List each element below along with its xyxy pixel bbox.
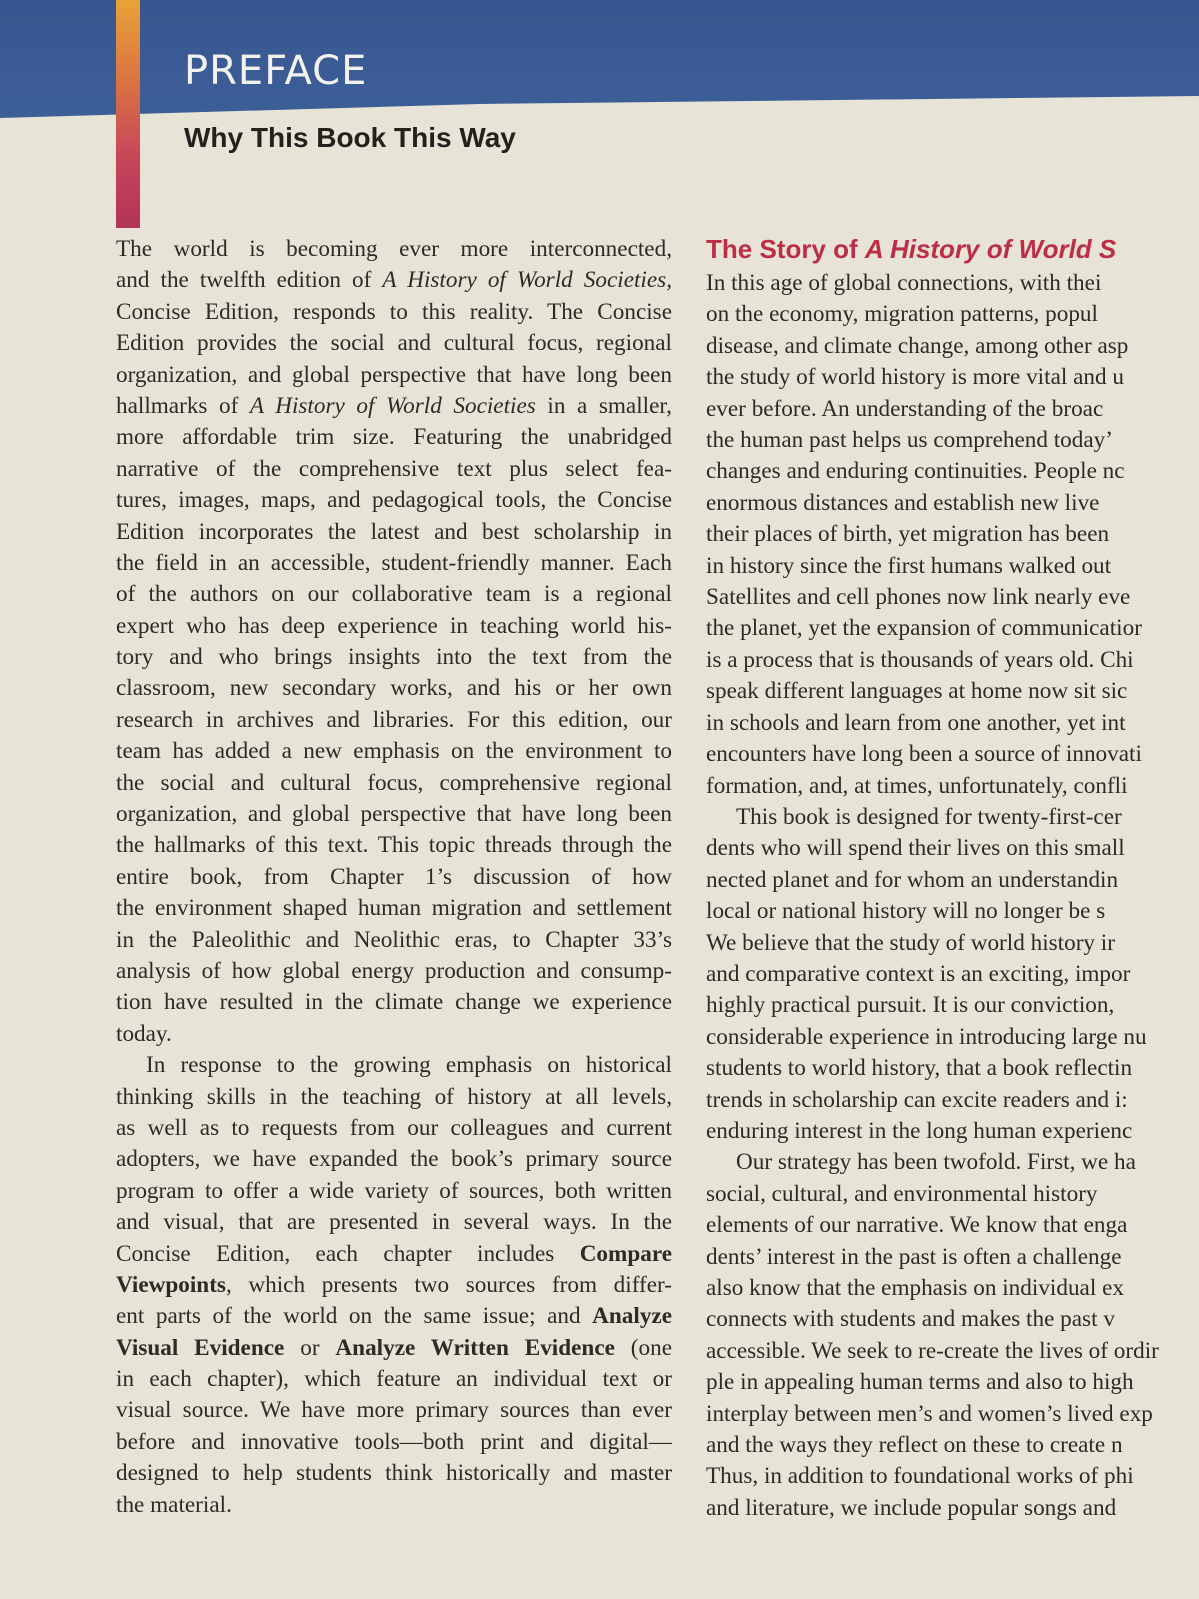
text-line: highly practical pursuit. It is our conviction, [706,992,1115,1019]
text-line [116,391,672,422]
text-line: accessible. We seek to re-create the lives of ordir [706,1337,1159,1364]
text-line: organization, and global perspective that have long been [116,361,672,388]
text-line: program to offer a wide variety of sources, both written [116,1177,672,1204]
feature-name: Compare [579,1240,672,1267]
text-line: in each chapter), which feature an individual text or [116,1366,672,1393]
text-line [116,1270,672,1301]
text-line: their places of birth, yet migration has been [706,521,1110,548]
text-line: in the Paleolithic and Neolithic eras, to Chapter 33’s [116,926,672,953]
heading-run: The Story of [706,234,865,264]
text-line: ple in appealing human terms and also to high [706,1369,1134,1396]
feature-name: Analyze Written Evidence [335,1334,615,1361]
page-curl [0,96,1199,136]
feature-name: Viewpoints [116,1271,226,1298]
text-line: adopters, we have expanded the book’s primary source [116,1146,672,1173]
text-line: is a process that is thousands of years old. Chi [706,646,1134,673]
text-line: Edition incorporates the latest and best scholarship in [116,518,672,545]
text-line: dents who will spend their lives on this small [706,835,1125,862]
text-line: tory and who brings insights into the text from the [116,644,672,671]
text-line: as well as to requests from our colleagues and current [116,1114,672,1141]
text-line [116,1333,672,1364]
text-line: enormous distances and establish new live [706,489,1100,516]
text-line: In response to the growing emphasis on historical [146,1052,672,1079]
text-line: changes and enduring continuities. People nc [706,458,1125,485]
text-line: encounters have long been a source of innovati [706,741,1142,768]
text-line: the study of world history is more vital and u [706,364,1124,391]
text-line: nected planet and for whom an understandin [706,866,1119,893]
text-line: the human past helps us comprehend today’ [706,427,1113,454]
text-run: Concise Edition, each chapter includes [116,1240,580,1267]
text-line: Satellites and cell phones now link nearly eve [706,584,1131,611]
text-line: on the economy, migration patterns, popul [706,301,1098,328]
paragraph-2 [116,1050,672,1521]
text-line: the environment shaped human migration and settlement [116,895,672,922]
text-line: research in archives and libraries. For this edition, our [116,706,672,733]
text-line: organization, and global perspective that have long been [116,801,672,828]
text-line [116,1301,672,1332]
text-line: also know that the emphasis on individual ex [706,1275,1124,1301]
text-line [116,265,672,296]
text-run: or [284,1334,336,1361]
text-line: and comparative context is an exciting, impor [706,960,1131,987]
text-line: The world is becoming ever more interconnected, [116,236,672,262]
right-column [706,234,1199,1524]
text-line: before and innovative tools—both print and digital— [116,1428,672,1455]
text-line: This book is designed for twenty-first-cer [736,803,1122,830]
text-line: local or national history will no longer be s [706,898,1106,925]
text-line: and literature, we include popular songs and [706,1494,1117,1521]
text-line: disease, and climate change, among other asp [706,332,1129,359]
text-line: speak different languages at home now sit sic [706,678,1128,705]
text-line: ever before. An understanding of the broac [706,395,1104,422]
text-line: and visual, that are presented in several ways. In the [116,1209,672,1236]
text-line: the material. [116,1491,232,1518]
text-line: interplay between men’s and women’s lived exp [706,1400,1153,1427]
text-line: the planet, yet the expansion of communicatior [706,615,1142,642]
accent-bar [116,0,140,228]
book-title: A History of World Societies [249,392,536,419]
text-line: in history since the first humans walked out [706,552,1112,579]
book-title: A History of World Societies, [382,267,672,294]
text-line: Edition provides the social and cultural focus, regional [116,330,672,357]
text-line: analysis of how global energy production and consump- [116,957,672,984]
text-line: enduring interest in the long human experienc [706,1117,1133,1144]
text-line: students to world history, that a book reflectin [706,1055,1133,1082]
left-column [116,234,672,1521]
text-line: classroom, new secondary works, and his or her own [116,675,672,702]
text-line: trends in scholarship can excite readers and i: [706,1086,1128,1113]
text-line: the hallmarks of this text. This topic threads through the [116,832,672,859]
heading-book-title: A History of World S [864,234,1117,264]
text-line: considerable experience in introducing large nu [706,1023,1147,1050]
text-run: and the twelfth edition of [116,267,383,294]
text-line: In this age of global connections, with thei [706,270,1102,296]
text-line: formation, and, at times, unfortunately, confli [706,772,1128,799]
text-line: We believe that the study of world history ir [706,929,1115,956]
text-line: social, cultural, and environmental history [706,1180,1098,1207]
text-line: Thus, in addition to foundational works of phi [706,1463,1134,1490]
paragraph-1 [116,234,672,1050]
text-line: today. [116,1020,172,1047]
text-line: tion have resulted in the climate change we experience [116,989,672,1016]
text-line: Our strategy has been twofold. First, we ha [736,1149,1136,1176]
text-run: ent parts of the world on the same issue; and [116,1303,593,1330]
section-heading [706,234,1199,264]
text-line: elements of our narrative. We know that enga [706,1212,1128,1239]
section-title: PREFACE [184,48,368,94]
text-line: expert who has deep experience in teaching world his- [116,612,672,639]
text-line [116,1239,672,1270]
text-run: hallmarks of [116,392,250,419]
text-run: , which presents two sources from differ- [225,1271,672,1298]
text-line: and the ways they reflect on these to create n [706,1432,1123,1459]
feature-name: Visual Evidence [116,1334,285,1361]
text-line: team has added a new emphasis on the environment to [116,738,672,765]
text-line: the social and cultural focus, comprehensive regional [116,769,672,796]
text-line: thinking skills in the teaching of history at all levels, [116,1083,672,1110]
text-line: in schools and learn from one another, yet int [706,709,1126,736]
page-subtitle: Why This Book This Way [184,122,516,153]
text-line: more affordable trim size. Featuring the unabridged [116,424,672,451]
text-line: narrative of the comprehensive text plus select fea- [116,455,672,482]
header-band [0,0,1199,118]
paragraph-2 [706,802,1199,1147]
text-run: in a smaller, [535,392,672,419]
text-line: Concise Edition, responds to this reality. The Concise [116,298,672,325]
text-line: the field in an accessible, student-friendly manner. Each [116,549,672,576]
text-line: tures, images, maps, and pedagogical tools, the Concise [116,487,672,514]
text-line: dents’ interest in the past is often a challenge [706,1243,1122,1270]
text-line: of the authors on our collaborative team is a regional [116,581,672,608]
text-run: (one [614,1334,672,1361]
feature-name: Analyze [592,1303,672,1330]
text-line: entire book, from Chapter 1’s discussion of how [116,863,672,890]
text-line: designed to help students think historically and master [116,1460,672,1487]
paragraph-3 [706,1147,1199,1524]
text-line: visual source. We have more primary sources than ever [116,1397,672,1424]
paragraph-1 [706,268,1199,802]
text-line: connects with students and makes the past v [706,1306,1115,1333]
